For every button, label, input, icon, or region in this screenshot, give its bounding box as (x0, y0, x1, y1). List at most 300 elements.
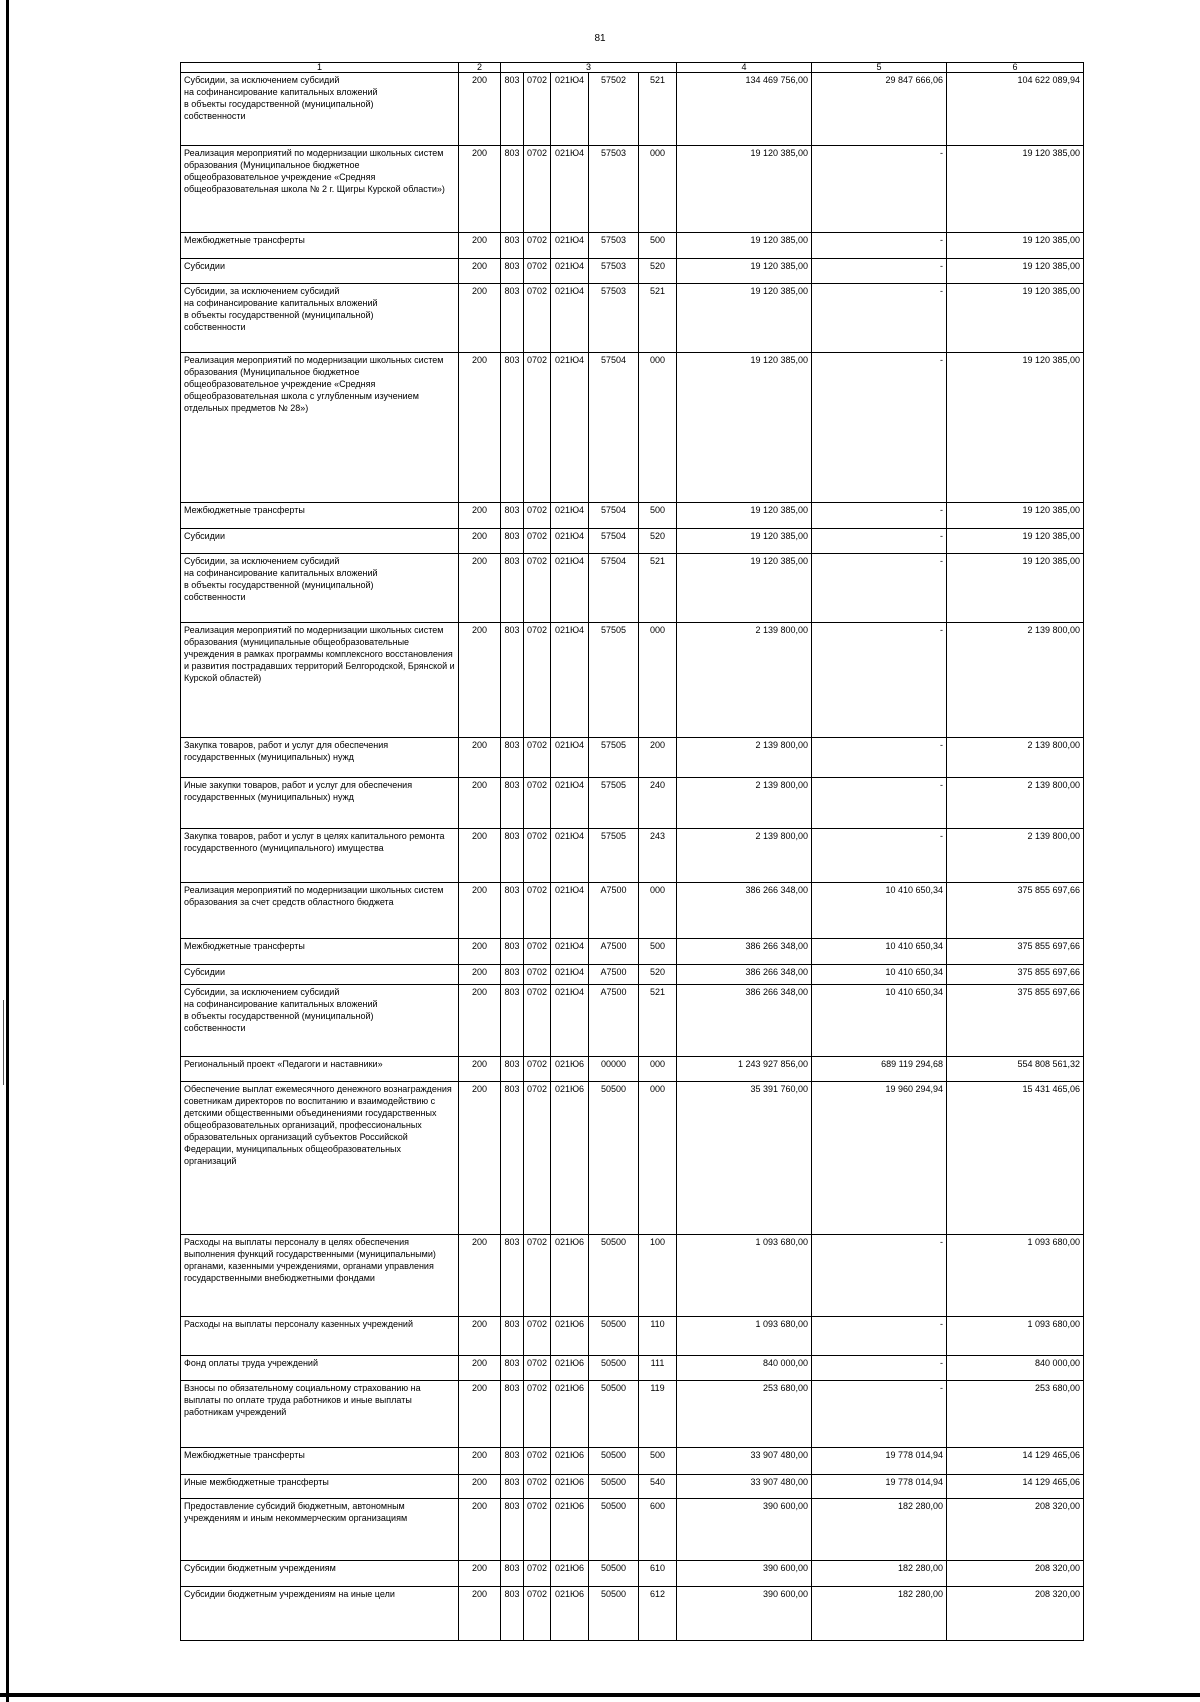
row-value-col5: 19 960 294,94 (812, 1082, 947, 1235)
row-value-col6: 208 320,00 (947, 1561, 1084, 1587)
row-code-section: 0702 (524, 1561, 551, 1587)
row-code-type: 100 (639, 1235, 677, 1317)
row-code-gl: 803 (501, 1475, 524, 1499)
row-name: Реализация мероприятий по модернизации школьных систем образования за счет средств областного бюджета (181, 883, 459, 939)
row-code-section: 0702 (524, 1356, 551, 1381)
row-value-col6: 375 855 697,66 (947, 985, 1084, 1057)
row-code-col2: 200 (459, 1499, 501, 1561)
row-value-col6: 554 808 561,32 (947, 1057, 1084, 1082)
row-code-gl: 803 (501, 284, 524, 353)
row-name: Предоставление субсидий бюджетным, автономным учреждениям и иным некоммерческим организациям (181, 1499, 459, 1561)
row-code-gl: 803 (501, 623, 524, 738)
row-name: Обеспечение выплат ежемесячного денежного вознаграждения советникам директоров по воспитанию и взаимодействию с детскими общественными объединениями государственных общеобразовательных организаций, профессиональных образовательных организаций субъектов Российской Федерации, муниципальных общеобразовательных организаций (181, 1082, 459, 1235)
table-row (181, 985, 1084, 1057)
row-value-col6: 208 320,00 (947, 1587, 1084, 1641)
row-code-subitem: 57505 (589, 778, 639, 829)
row-code-gl: 803 (501, 985, 524, 1057)
table-row (181, 1448, 1084, 1475)
row-value-col6: 19 120 385,00 (947, 529, 1084, 554)
row-code-subitem: 57504 (589, 554, 639, 623)
row-code-section: 0702 (524, 353, 551, 503)
row-code-gl: 803 (501, 353, 524, 503)
row-code-program: 021Ю4 (551, 985, 589, 1057)
row-code-gl: 803 (501, 778, 524, 829)
row-code-col2: 200 (459, 1356, 501, 1381)
header-col-5: 5 (812, 63, 947, 73)
row-code-col2: 200 (459, 965, 501, 985)
row-code-gl: 803 (501, 1587, 524, 1641)
row-code-section: 0702 (524, 1057, 551, 1082)
row-code-section: 0702 (524, 1381, 551, 1448)
row-code-program: 021Ю4 (551, 73, 589, 146)
row-code-program: 021Ю4 (551, 778, 589, 829)
row-code-gl: 803 (501, 554, 524, 623)
row-value-col5: - (812, 529, 947, 554)
row-name: Межбюджетные трансферты (181, 233, 459, 259)
row-code-col2: 200 (459, 1057, 501, 1082)
row-code-section: 0702 (524, 829, 551, 883)
row-value-col5: - (812, 146, 947, 233)
row-code-col2: 200 (459, 1235, 501, 1317)
row-value-col4: 19 120 385,00 (677, 353, 812, 503)
row-code-subitem: А7500 (589, 965, 639, 985)
row-code-col2: 200 (459, 829, 501, 883)
row-code-section: 0702 (524, 883, 551, 939)
row-code-col2: 200 (459, 259, 501, 284)
row-code-type: 000 (639, 883, 677, 939)
row-code-type: 521 (639, 985, 677, 1057)
row-value-col4: 386 266 348,00 (677, 985, 812, 1057)
row-code-section: 0702 (524, 1235, 551, 1317)
row-value-col6: 2 139 800,00 (947, 738, 1084, 778)
row-value-col4: 19 120 385,00 (677, 146, 812, 233)
row-value-col6: 253 680,00 (947, 1381, 1084, 1448)
row-value-col5: 182 280,00 (812, 1499, 947, 1561)
row-code-gl: 803 (501, 1317, 524, 1356)
row-code-gl: 803 (501, 1561, 524, 1587)
row-value-col5: 689 119 294,68 (812, 1057, 947, 1082)
row-value-col4: 2 139 800,00 (677, 829, 812, 883)
row-code-gl: 803 (501, 1356, 524, 1381)
row-value-col4: 253 680,00 (677, 1381, 812, 1448)
row-code-subitem: А7500 (589, 985, 639, 1057)
row-code-type: 240 (639, 778, 677, 829)
table-row (181, 353, 1084, 503)
table-row (181, 829, 1084, 883)
row-code-col2: 200 (459, 353, 501, 503)
row-code-subitem: 50500 (589, 1235, 639, 1317)
row-value-col4: 390 600,00 (677, 1587, 812, 1641)
row-value-col6: 19 120 385,00 (947, 554, 1084, 623)
row-value-col6: 2 139 800,00 (947, 829, 1084, 883)
row-code-section: 0702 (524, 1499, 551, 1561)
row-code-type: 111 (639, 1356, 677, 1381)
row-code-col2: 200 (459, 778, 501, 829)
row-value-col5: - (812, 503, 947, 529)
table-row (181, 503, 1084, 529)
row-code-section: 0702 (524, 1475, 551, 1499)
row-name: Реализация мероприятий по модернизации школьных систем образования (муниципальные общеобразовательные учреждения в рамках программы комплексного восстановления и развития пострадавших территорий Белгородской, Брянской и Курской областей) (181, 623, 459, 738)
row-code-type: 521 (639, 284, 677, 353)
row-name: Реализация мероприятий по модернизации школьных систем образования (Муниципальное бюджетное общеобразовательное учреждение «Средняя общеобразовательная школа № 2 г. Щигры Курской области») (181, 146, 459, 233)
row-value-col4: 840 000,00 (677, 1356, 812, 1381)
row-code-subitem: 57504 (589, 353, 639, 503)
row-name: Субсидии, за исключением субсидий на софинансирование капитальных вложений в объекты государственной (муниципальной) собственности (181, 73, 459, 146)
row-code-program: 021Ю6 (551, 1499, 589, 1561)
row-code-gl: 803 (501, 146, 524, 233)
row-name: Закупка товаров, работ и услуг для обеспечения государственных (муниципальных) нужд (181, 738, 459, 778)
row-code-type: 500 (639, 939, 677, 965)
row-value-col6: 2 139 800,00 (947, 623, 1084, 738)
row-code-subitem: 57502 (589, 73, 639, 146)
row-code-col2: 200 (459, 1082, 501, 1235)
row-value-col6: 208 320,00 (947, 1499, 1084, 1561)
row-name: Расходы на выплаты персоналу казенных учреждений (181, 1317, 459, 1356)
row-code-col2: 200 (459, 284, 501, 353)
row-name: Иные межбюджетные трансферты (181, 1475, 459, 1499)
row-code-section: 0702 (524, 146, 551, 233)
row-code-program: 021Ю4 (551, 529, 589, 554)
row-code-program: 021Ю6 (551, 1082, 589, 1235)
row-code-col2: 200 (459, 985, 501, 1057)
table-row (181, 554, 1084, 623)
row-value-col4: 1 093 680,00 (677, 1235, 812, 1317)
table-row (181, 623, 1084, 738)
table-row (181, 1381, 1084, 1448)
row-value-col5: - (812, 233, 947, 259)
row-name: Реализация мероприятий по модернизации школьных систем образования (Муниципальное бюджетное общеобразовательное учреждение «Средняя общеобразовательная школа с углубленным изучением отдельных предметов № 28») (181, 353, 459, 503)
row-value-col4: 1 093 680,00 (677, 1317, 812, 1356)
row-code-section: 0702 (524, 259, 551, 284)
row-code-subitem: 50500 (589, 1317, 639, 1356)
row-code-gl: 803 (501, 259, 524, 284)
table-row (181, 965, 1084, 985)
row-value-col4: 35 391 760,00 (677, 1082, 812, 1235)
table-row (181, 146, 1084, 233)
row-value-col4: 1 243 927 856,00 (677, 1057, 812, 1082)
row-name: Субсидии (181, 529, 459, 554)
row-code-section: 0702 (524, 554, 551, 623)
row-code-subitem: 50500 (589, 1448, 639, 1475)
column-number-header-row (181, 63, 1084, 73)
row-code-type: 000 (639, 623, 677, 738)
row-code-subitem: 00000 (589, 1057, 639, 1082)
row-value-col5: 19 778 014,94 (812, 1475, 947, 1499)
budget-table (180, 62, 1084, 1641)
row-value-col6: 2 139 800,00 (947, 778, 1084, 829)
row-code-subitem: 57504 (589, 529, 639, 554)
row-code-subitem: 50500 (589, 1381, 639, 1448)
page-number: 81 (594, 33, 606, 44)
row-value-col5: - (812, 353, 947, 503)
row-code-program: 021Ю4 (551, 883, 589, 939)
row-value-col4: 2 139 800,00 (677, 778, 812, 829)
row-code-section: 0702 (524, 623, 551, 738)
row-value-col5: 10 410 650,34 (812, 939, 947, 965)
table-row (181, 529, 1084, 554)
row-code-type: 200 (639, 738, 677, 778)
row-code-program: 021Ю4 (551, 259, 589, 284)
row-code-col2: 200 (459, 883, 501, 939)
row-code-type: 000 (639, 353, 677, 503)
row-value-col4: 19 120 385,00 (677, 259, 812, 284)
row-code-subitem: 50500 (589, 1475, 639, 1499)
row-code-program: 021Ю4 (551, 623, 589, 738)
scan-edge-mark (3, 1000, 4, 1085)
row-value-col6: 1 093 680,00 (947, 1235, 1084, 1317)
row-code-col2: 200 (459, 554, 501, 623)
row-name: Субсидии (181, 965, 459, 985)
row-code-gl: 803 (501, 883, 524, 939)
row-value-col4: 33 907 480,00 (677, 1475, 812, 1499)
table-row (181, 284, 1084, 353)
table-row (181, 1561, 1084, 1587)
row-code-col2: 200 (459, 233, 501, 259)
row-code-subitem: 57505 (589, 829, 639, 883)
row-code-subitem: 50500 (589, 1082, 639, 1235)
row-code-section: 0702 (524, 1317, 551, 1356)
row-value-col4: 19 120 385,00 (677, 233, 812, 259)
row-value-col4: 390 600,00 (677, 1499, 812, 1561)
row-code-gl: 803 (501, 1057, 524, 1082)
row-code-gl: 803 (501, 1499, 524, 1561)
row-code-program: 021Ю4 (551, 353, 589, 503)
row-code-type: 119 (639, 1381, 677, 1448)
row-name: Субсидии бюджетным учреждениям на иные цели (181, 1587, 459, 1641)
row-name: Региональный проект «Педагоги и наставники» (181, 1057, 459, 1082)
row-code-type: 500 (639, 233, 677, 259)
row-code-type: 610 (639, 1561, 677, 1587)
row-code-subitem: 50500 (589, 1561, 639, 1587)
row-code-subitem: 57503 (589, 284, 639, 353)
row-code-type: 520 (639, 529, 677, 554)
row-code-program: 021Ю4 (551, 146, 589, 233)
row-value-col4: 19 120 385,00 (677, 503, 812, 529)
row-name: Субсидии (181, 259, 459, 284)
row-code-subitem: 57504 (589, 503, 639, 529)
row-code-type: 521 (639, 554, 677, 623)
row-name: Межбюджетные трансферты (181, 939, 459, 965)
row-value-col5: - (812, 1381, 947, 1448)
row-value-col5: - (812, 554, 947, 623)
header-col-3: 3 (501, 63, 677, 73)
row-code-subitem: 57503 (589, 233, 639, 259)
row-value-col4: 386 266 348,00 (677, 939, 812, 965)
table-row (181, 1356, 1084, 1381)
row-code-section: 0702 (524, 503, 551, 529)
row-code-program: 021Ю6 (551, 1235, 589, 1317)
row-value-col6: 14 129 465,06 (947, 1475, 1084, 1499)
row-code-type: 000 (639, 146, 677, 233)
row-value-col5: 182 280,00 (812, 1587, 947, 1641)
row-code-program: 021Ю6 (551, 1317, 589, 1356)
row-code-section: 0702 (524, 73, 551, 146)
row-value-col6: 19 120 385,00 (947, 146, 1084, 233)
row-name: Субсидии, за исключением субсидий на софинансирование капитальных вложений в объекты государственной (муниципальной) собственности (181, 554, 459, 623)
row-value-col5: 19 778 014,94 (812, 1448, 947, 1475)
row-code-type: 612 (639, 1587, 677, 1641)
scan-edge-left (6, 0, 9, 1702)
table-row (181, 1082, 1084, 1235)
row-code-col2: 200 (459, 1587, 501, 1641)
row-code-program: 021Ю4 (551, 939, 589, 965)
row-value-col5: - (812, 829, 947, 883)
row-value-col4: 33 907 480,00 (677, 1448, 812, 1475)
row-value-col5: - (812, 1317, 947, 1356)
row-code-type: 000 (639, 1082, 677, 1235)
scan-edge-bottom (0, 1693, 1200, 1697)
row-code-section: 0702 (524, 529, 551, 554)
row-code-col2: 200 (459, 529, 501, 554)
row-value-col5: - (812, 738, 947, 778)
row-code-gl: 803 (501, 829, 524, 883)
row-value-col6: 104 622 089,94 (947, 73, 1084, 146)
row-code-gl: 803 (501, 529, 524, 554)
row-name: Субсидии, за исключением субсидий на софинансирование капитальных вложений в объекты государственной (муниципальной) собственности (181, 284, 459, 353)
row-code-program: 021Ю4 (551, 829, 589, 883)
row-name: Взносы по обязательному социальному страхованию на выплаты по оплате труда работников и иные выплаты работникам учреждений (181, 1381, 459, 1448)
row-code-col2: 200 (459, 623, 501, 738)
row-code-section: 0702 (524, 1082, 551, 1235)
table-row (181, 883, 1084, 939)
row-value-col6: 14 129 465,06 (947, 1448, 1084, 1475)
row-code-col2: 200 (459, 73, 501, 146)
row-code-section: 0702 (524, 1587, 551, 1641)
header-col-2: 2 (459, 63, 501, 73)
row-code-subitem: 57503 (589, 259, 639, 284)
row-code-col2: 200 (459, 146, 501, 233)
row-code-program: 021Ю4 (551, 503, 589, 529)
row-code-program: 021Ю4 (551, 233, 589, 259)
row-value-col5: - (812, 1235, 947, 1317)
row-code-type: 110 (639, 1317, 677, 1356)
header-col-1: 1 (181, 63, 459, 73)
row-code-type: 521 (639, 73, 677, 146)
table-row (181, 939, 1084, 965)
row-name: Иные закупки товаров, работ и услуг для обеспечения государственных (муниципальных) нужд (181, 778, 459, 829)
row-code-subitem: А7500 (589, 883, 639, 939)
row-value-col4: 2 139 800,00 (677, 738, 812, 778)
table-row (181, 1235, 1084, 1317)
row-name: Фонд оплаты труда учреждений (181, 1356, 459, 1381)
table-row (181, 1475, 1084, 1499)
row-value-col6: 840 000,00 (947, 1356, 1084, 1381)
row-value-col5: - (812, 284, 947, 353)
row-value-col6: 15 431 465,06 (947, 1082, 1084, 1235)
row-code-section: 0702 (524, 965, 551, 985)
row-code-subitem: 57505 (589, 738, 639, 778)
row-code-subitem: 57505 (589, 623, 639, 738)
row-value-col5: - (812, 1356, 947, 1381)
row-code-col2: 200 (459, 1317, 501, 1356)
row-value-col5: 29 847 666,06 (812, 73, 947, 146)
row-code-gl: 803 (501, 1448, 524, 1475)
row-code-col2: 200 (459, 1561, 501, 1587)
row-value-col4: 19 120 385,00 (677, 554, 812, 623)
row-value-col5: - (812, 259, 947, 284)
row-value-col5: 10 410 650,34 (812, 883, 947, 939)
row-code-gl: 803 (501, 503, 524, 529)
row-code-type: 540 (639, 1475, 677, 1499)
row-code-section: 0702 (524, 985, 551, 1057)
row-code-section: 0702 (524, 738, 551, 778)
row-name: Межбюджетные трансферты (181, 1448, 459, 1475)
row-value-col4: 134 469 756,00 (677, 73, 812, 146)
row-code-gl: 803 (501, 233, 524, 259)
row-code-type: 000 (639, 1057, 677, 1082)
row-value-col6: 375 855 697,66 (947, 965, 1084, 985)
row-code-type: 600 (639, 1499, 677, 1561)
row-code-type: 500 (639, 1448, 677, 1475)
row-value-col4: 2 139 800,00 (677, 623, 812, 738)
row-code-col2: 200 (459, 1381, 501, 1448)
row-code-section: 0702 (524, 778, 551, 829)
row-code-type: 500 (639, 503, 677, 529)
row-code-gl: 803 (501, 1381, 524, 1448)
row-code-program: 021Ю6 (551, 1587, 589, 1641)
table-row (181, 1587, 1084, 1641)
table-row (181, 233, 1084, 259)
table-row (181, 259, 1084, 284)
row-value-col6: 375 855 697,66 (947, 939, 1084, 965)
table-row (181, 1499, 1084, 1561)
row-value-col4: 19 120 385,00 (677, 284, 812, 353)
row-value-col5: 10 410 650,34 (812, 965, 947, 985)
row-code-gl: 803 (501, 1082, 524, 1235)
row-code-program: 021Ю4 (551, 738, 589, 778)
row-value-col5: 10 410 650,34 (812, 985, 947, 1057)
row-value-col6: 19 120 385,00 (947, 353, 1084, 503)
row-code-gl: 803 (501, 1235, 524, 1317)
row-code-program: 021Ю6 (551, 1057, 589, 1082)
row-code-program: 021Ю6 (551, 1381, 589, 1448)
row-value-col6: 19 120 385,00 (947, 284, 1084, 353)
table-row (181, 738, 1084, 778)
header-col-6: 6 (947, 63, 1084, 73)
row-value-col4: 386 266 348,00 (677, 965, 812, 985)
row-value-col5: - (812, 778, 947, 829)
row-code-program: 021Ю6 (551, 1475, 589, 1499)
row-value-col4: 386 266 348,00 (677, 883, 812, 939)
row-code-gl: 803 (501, 939, 524, 965)
table-row (181, 1317, 1084, 1356)
row-code-subitem: 50500 (589, 1587, 639, 1641)
row-code-program: 021Ю6 (551, 1561, 589, 1587)
table-row (181, 1057, 1084, 1082)
row-value-col6: 375 855 697,66 (947, 883, 1084, 939)
row-code-type: 243 (639, 829, 677, 883)
row-code-subitem: 50500 (589, 1356, 639, 1381)
row-code-program: 021Ю4 (551, 554, 589, 623)
row-code-program: 021Ю4 (551, 284, 589, 353)
row-name: Межбюджетные трансферты (181, 503, 459, 529)
row-code-type: 520 (639, 965, 677, 985)
row-value-col6: 19 120 385,00 (947, 259, 1084, 284)
row-value-col4: 390 600,00 (677, 1561, 812, 1587)
row-code-col2: 200 (459, 503, 501, 529)
row-code-col2: 200 (459, 738, 501, 778)
row-value-col5: 182 280,00 (812, 1561, 947, 1587)
row-value-col6: 19 120 385,00 (947, 233, 1084, 259)
row-code-gl: 803 (501, 73, 524, 146)
row-code-section: 0702 (524, 939, 551, 965)
row-code-section: 0702 (524, 233, 551, 259)
row-code-section: 0702 (524, 1448, 551, 1475)
row-code-type: 520 (639, 259, 677, 284)
row-code-section: 0702 (524, 284, 551, 353)
row-code-col2: 200 (459, 1475, 501, 1499)
table-row (181, 778, 1084, 829)
